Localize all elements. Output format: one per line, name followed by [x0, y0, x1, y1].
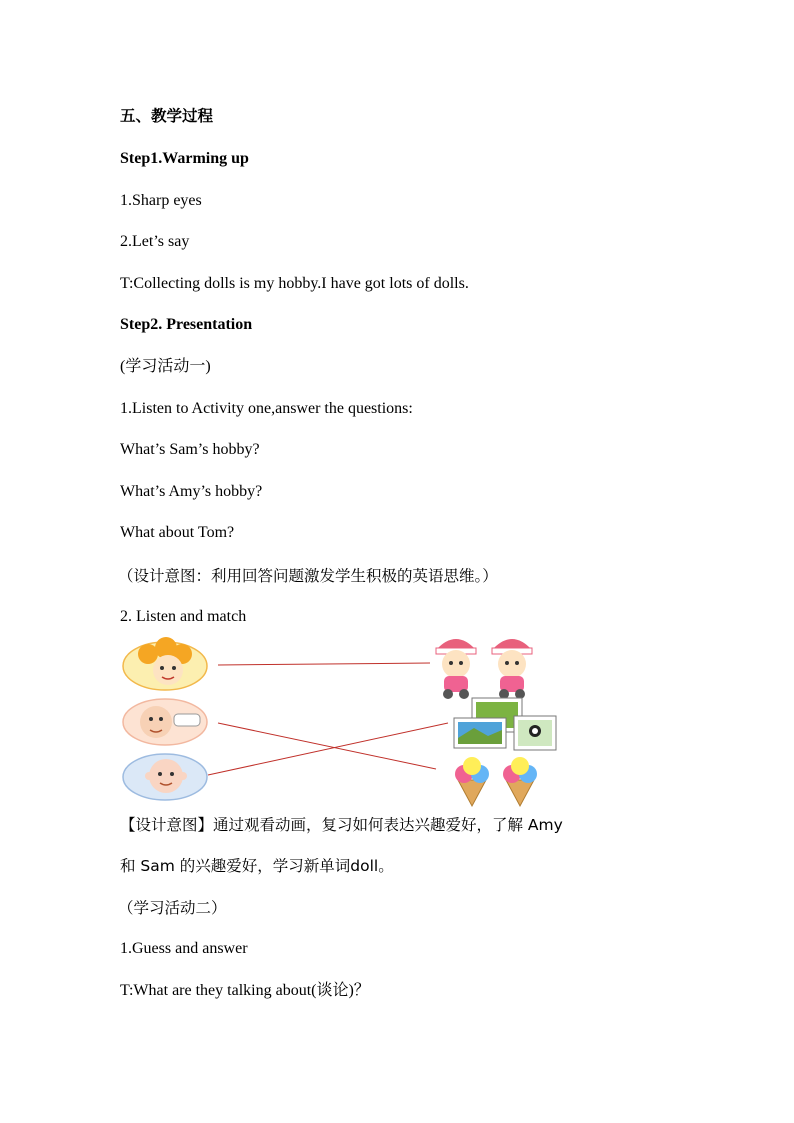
- match-line-1: [218, 663, 430, 665]
- step1-heading: Step1.Warming up: [120, 150, 249, 167]
- boy-with-speech-icon: [123, 699, 207, 745]
- question-3: What about Tom?: [120, 524, 235, 541]
- step1-item-1: 1.Sharp eyes: [120, 192, 202, 209]
- activity1-label: (学习活动一): [120, 358, 211, 375]
- dolls-icon: [436, 639, 532, 699]
- match-line-3: [208, 723, 448, 775]
- step1-item-2: 2.Let’s say: [120, 233, 190, 250]
- section-heading: 五、教学过程: [120, 107, 214, 125]
- activity1-item-1: 1.Listen to Activity one,answer the questions:: [120, 400, 413, 417]
- teacher-line-1: T:Collecting dolls is my hobby.I have got lots of dolls.: [120, 275, 469, 292]
- activity1-item-2: 2. Listen and match: [120, 608, 247, 625]
- girl-face-icon: [123, 637, 207, 690]
- teacher-line-2: T:What are they talking about(谈论)？: [120, 982, 370, 999]
- design-note-1: （设计意图：利用回答问题激发学生积极的英语思维。）: [118, 567, 498, 585]
- step2-heading: Step2. Presentation: [120, 316, 253, 333]
- question-1: What’s Sam’s hobby?: [120, 441, 260, 458]
- match-line-2: [218, 723, 436, 769]
- match-figure: [118, 630, 578, 810]
- activity2-label: （学习活动二）: [118, 899, 227, 917]
- design-note-2-line-1: 【设计意图】通过观看动画，复习如何表达兴趣爱好，了解 Amy: [120, 816, 563, 834]
- ice-cream-icon: [455, 757, 537, 806]
- question-2: What’s Amy’s hobby?: [120, 483, 263, 500]
- bald-boy-face-icon: [123, 754, 207, 800]
- activity2-item-1: 1.Guess and answer: [120, 940, 248, 957]
- design-note-2-line-2: 和 Sam 的兴趣爱好，学习新单词doll。: [120, 857, 394, 875]
- stamps-icon: [454, 698, 556, 750]
